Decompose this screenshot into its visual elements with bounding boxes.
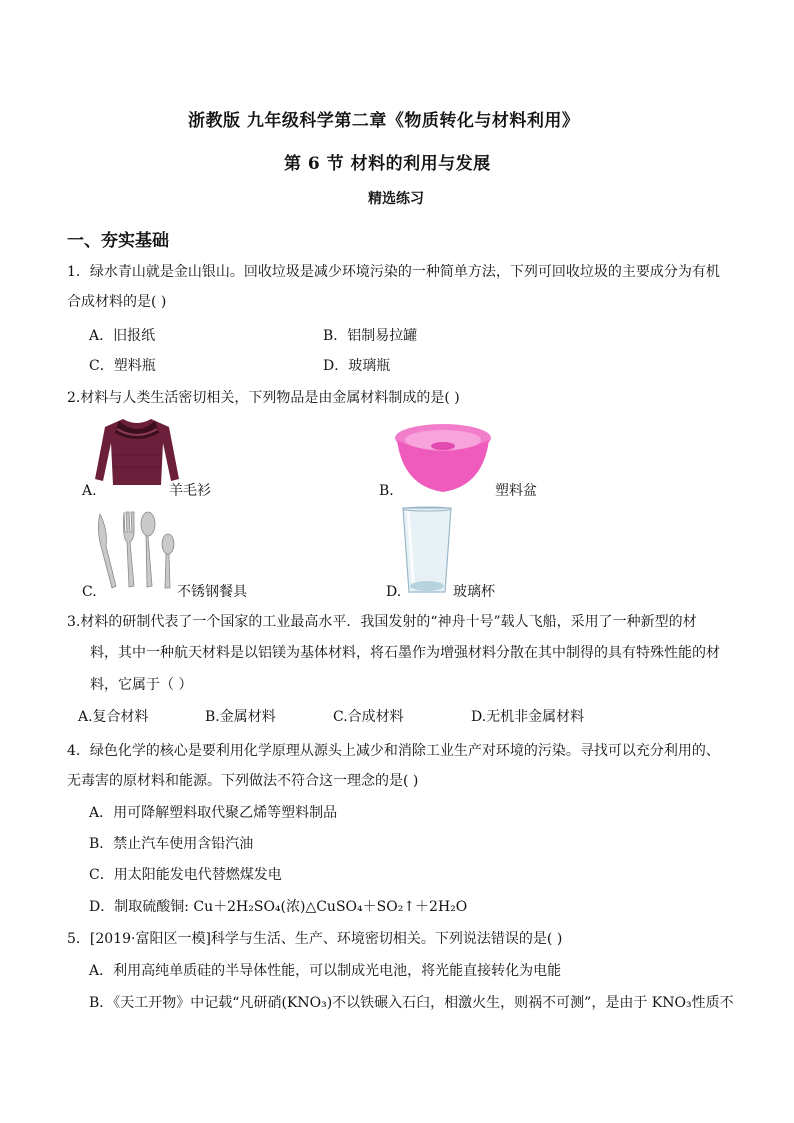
q3-stem-line2: 料，其中一种航天材料是以铝镁为基体材料，将石墨作为增强材料分散在其中制得的具有特殊性能的材 [90, 645, 720, 661]
stainless-cutlery-image [94, 510, 182, 590]
q1-option-a: A．旧报纸 [89, 328, 156, 344]
q4-stem-line2: 无毒害的原材料和能源。下列做法不符合这一理念的是( ) [67, 773, 419, 789]
q1-stem-line1: 1．绿水青山就是金山银山。回收垃圾是减少环境污染的一种简单方法，下列可回收垃圾的主要成分为有机 [67, 264, 720, 280]
q4-option-c: C．用太阳能发电代替燃煤发电 [89, 867, 282, 883]
part-heading: 一、夯实基础 [67, 231, 169, 251]
q3-stem-line1: 3.材料的研制代表了一个国家的工业最高水平．我国发射的“神舟十号”载人飞船，采用了一种新型的材 [67, 614, 697, 630]
q1-option-c: C．塑料瓶 [89, 358, 156, 374]
q4-option-b: B．禁止汽车使用含铅汽油 [89, 836, 254, 852]
q4-stem-line1: 4．绿色化学的核心是要利用化学原理从源头上减少和消除工业生产对环境的污染。寻找可以充分利用的、 [67, 743, 720, 759]
q5-option-a: A．利用高纯单质硅的半导体性能，可以制成光电池，将光能直接转化为电能 [89, 963, 562, 979]
q3-stem-line3: 料，它属于（ ） [90, 677, 193, 693]
q1-stem-line2: 合成材料的是( ) [67, 294, 167, 310]
sweater-image [93, 415, 181, 485]
q4-option-d: D．制取硫酸铜: Cu＋2H₂SO₄(浓)△CuSO₄＋SO₂↑＋2H₂O [89, 899, 468, 915]
q2-option-c-label: 不锈钢餐具 [177, 584, 247, 600]
q5-stem-line1: 5．[2019·富阳区一模]科学与生活、生产、环境密切相关。下列说法错误的是( ) [67, 931, 563, 947]
q2-option-d-letter: D. [386, 584, 402, 600]
section-title: 第 6 节 材料的利用与发展 [284, 154, 491, 174]
q4-option-a: A．用可降解塑料取代聚乙烯等塑料制品 [89, 805, 338, 821]
q2-option-d-label: 玻璃杯 [453, 584, 495, 600]
q3-option-d: D.无机非金属材料 [471, 709, 585, 725]
q3-option-a: A.复合材料 [78, 709, 149, 725]
q5-option-b: B．《天工开物》中记载“凡研硝(KNO₃)不以铁碾入石臼，相激火生，则祸不可测”，是由于 KNO₃性质不 [89, 995, 734, 1011]
glass-cup-image [400, 506, 454, 596]
q3-option-b: B.金属材料 [205, 709, 276, 725]
q2-option-b-letter: B. [379, 483, 394, 499]
subtitle: 精选练习 [368, 191, 424, 207]
plastic-basin-image [393, 422, 493, 494]
q1-option-d: D．玻璃瓶 [323, 358, 391, 374]
q2-option-c-letter: C. [82, 584, 97, 600]
q2-option-a-label: 羊毛衫 [169, 483, 211, 499]
q2-option-b-label: 塑料盆 [495, 483, 537, 499]
q2-stem: 2.材料与人类生活密切相关，下列物品是由金属材料制成的是( ) [67, 390, 460, 406]
q2-option-a-letter: A. [82, 483, 97, 499]
document-title: 浙教版 九年级科学第二章《物质转化与材料利用》 [188, 111, 580, 131]
q1-option-b: B．铝制易拉罐 [323, 328, 418, 344]
q3-option-c: C.合成材料 [333, 709, 404, 725]
